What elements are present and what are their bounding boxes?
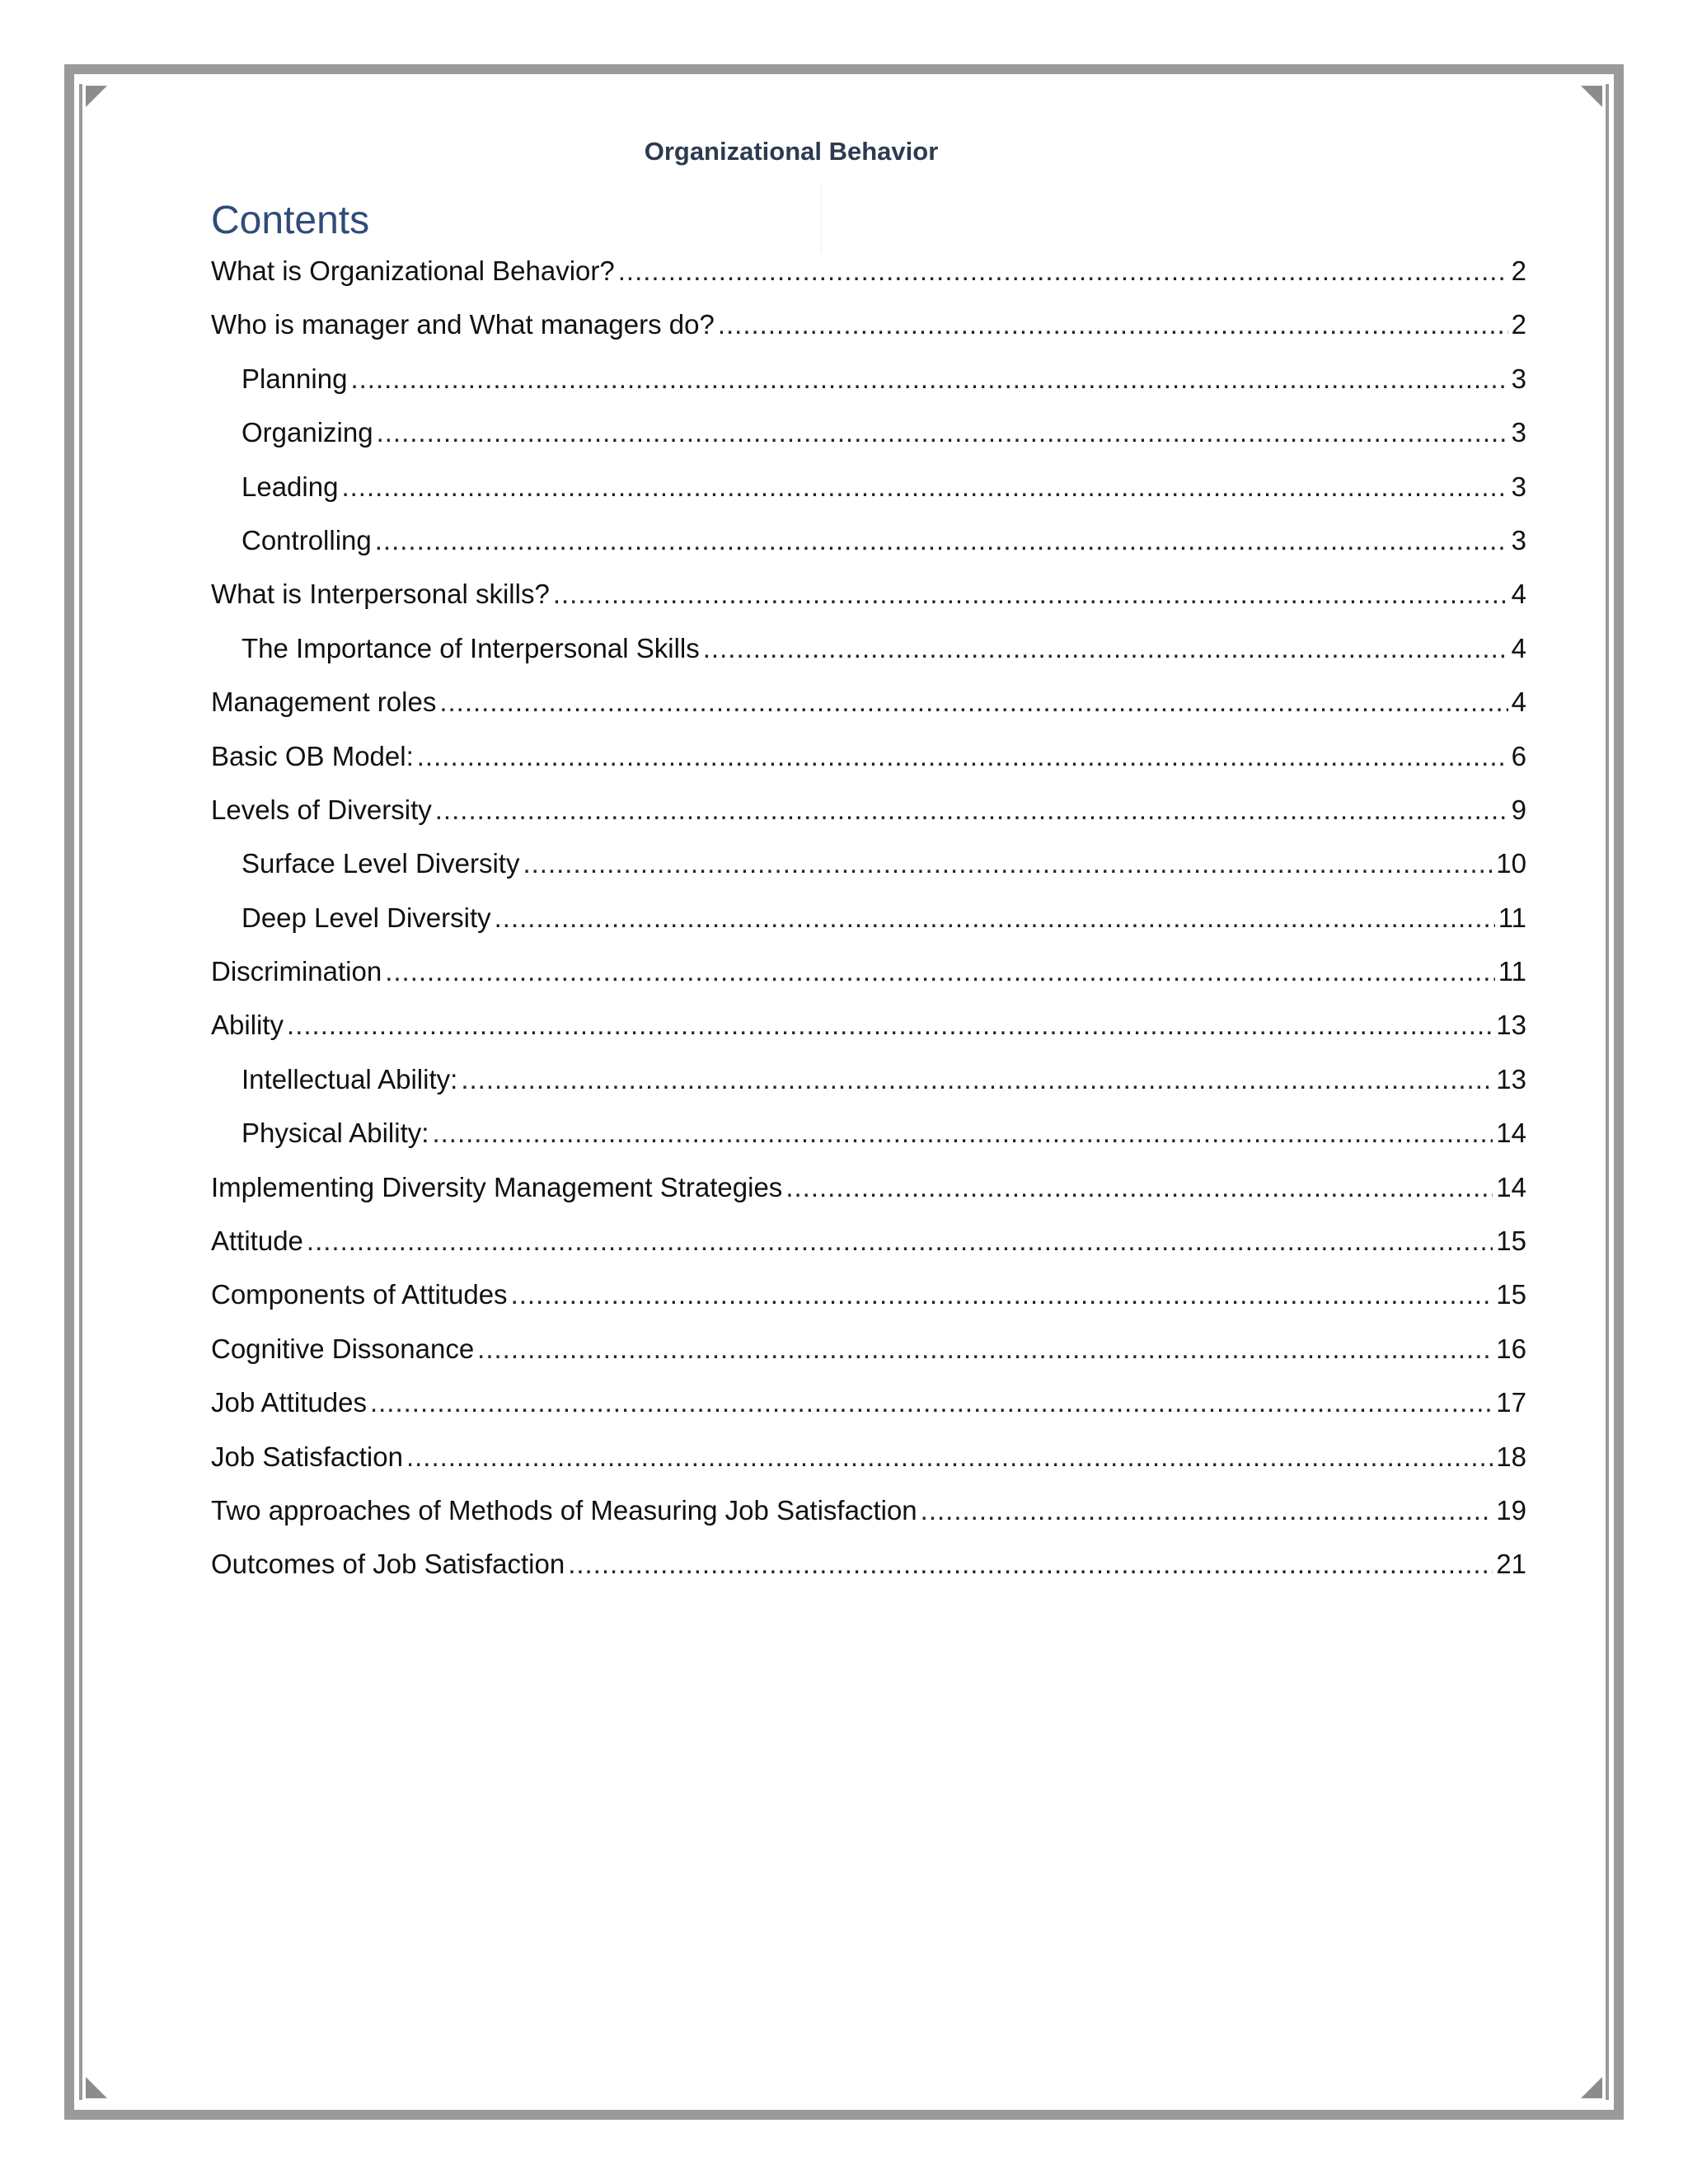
toc-entry-page-number: 15 — [1496, 1279, 1526, 1310]
toc-dot-leader — [350, 363, 1507, 395]
page-border-inner-left — [79, 84, 82, 2100]
toc-entry-label: Cognitive Dissonance — [211, 1333, 475, 1364]
toc-entry-label: Levels of Diversity — [211, 794, 432, 825]
toc-entry-label: Implementing Diversity Management Strategies — [211, 1171, 783, 1202]
toc-dot-leader — [370, 1387, 1493, 1418]
toc-entry-label: Intellectual Ability: — [241, 1063, 458, 1094]
toc-entry-label: Two approaches of Methods of Measuring Job Satisfaction — [211, 1494, 917, 1526]
toc-dot-leader — [921, 1495, 1493, 1526]
toc-entry-label: Planning — [241, 363, 348, 394]
toc-entry[interactable] — [211, 687, 1526, 740]
toc-dot-leader — [432, 1118, 1493, 1149]
toc-dot-leader — [417, 741, 1508, 772]
toc-entry[interactable] — [211, 471, 1526, 525]
toc-entry[interactable] — [211, 848, 1526, 902]
toc-dot-leader — [307, 1226, 1493, 1257]
page-border-right — [1614, 73, 1624, 2111]
toc-dot-leader — [477, 1333, 1493, 1365]
toc-entry-page-number: 10 — [1496, 848, 1526, 879]
toc-entry-label: What is Organizational Behavior? — [211, 255, 615, 286]
toc-entry-label: Ability — [211, 1010, 284, 1041]
toc-entry[interactable] — [211, 741, 1526, 794]
page-border-inner-right — [1606, 84, 1609, 2100]
toc-entry[interactable] — [211, 255, 1526, 309]
toc-entry[interactable] — [211, 1387, 1526, 1441]
corner-triangle-tl-icon — [86, 86, 107, 107]
toc-entry-page-number: 9 — [1511, 794, 1526, 825]
toc-entry-page-number: 13 — [1496, 1063, 1526, 1094]
toc-entry[interactable] — [211, 902, 1526, 956]
toc-entry-page-number: 2 — [1511, 255, 1526, 286]
toc-dot-leader — [618, 255, 1508, 287]
toc-dot-leader — [341, 471, 1507, 503]
contents-heading: Contents — [211, 199, 370, 242]
toc-entry-label: Basic OB Model: — [211, 740, 414, 771]
table-of-contents — [211, 255, 1526, 1603]
corner-triangle-br-icon — [1581, 2077, 1602, 2098]
toc-dot-leader — [439, 687, 1507, 718]
toc-entry[interactable] — [211, 363, 1526, 417]
toc-dot-leader — [375, 525, 1508, 556]
toc-entry-label: Surface Level Diversity — [241, 848, 520, 879]
toc-entry-page-number: 2 — [1511, 309, 1526, 340]
toc-entry[interactable] — [211, 1226, 1526, 1279]
toc-entry-label: Deep Level Diversity — [241, 902, 491, 933]
toc-dot-leader — [495, 902, 1495, 934]
toc-dot-leader — [461, 1064, 1493, 1095]
toc-dot-leader — [377, 417, 1508, 448]
faint-divider — [821, 186, 822, 252]
toc-entry[interactable] — [211, 1279, 1526, 1333]
toc-entry-page-number: 13 — [1496, 1010, 1526, 1041]
corner-triangle-bl-icon — [86, 2077, 107, 2098]
toc-entry[interactable] — [211, 1441, 1526, 1495]
toc-entry-label: Attitude — [211, 1226, 303, 1257]
toc-dot-leader — [553, 579, 1508, 610]
toc-entry-label: The Importance of Interpersonal Skills — [241, 632, 700, 663]
toc-entry-label: Discrimination — [211, 956, 382, 987]
toc-entry-page-number: 17 — [1496, 1387, 1526, 1418]
toc-dot-leader — [385, 956, 1495, 987]
toc-entry-page-number: 15 — [1496, 1226, 1526, 1257]
toc-entry-page-number: 18 — [1496, 1441, 1526, 1472]
toc-entry-label: Outcomes of Job Satisfaction — [211, 1549, 565, 1580]
corner-triangle-tr-icon — [1581, 86, 1602, 107]
toc-entry-page-number: 6 — [1511, 740, 1526, 771]
toc-entry[interactable] — [211, 309, 1526, 363]
toc-entry-page-number: 3 — [1511, 524, 1526, 555]
toc-dot-leader — [785, 1172, 1493, 1203]
toc-dot-leader — [435, 794, 1508, 826]
corner-square-bl-icon — [64, 2110, 74, 2120]
toc-entry[interactable] — [211, 417, 1526, 471]
toc-entry-label: Leading — [241, 471, 339, 502]
toc-dot-leader — [568, 1549, 1493, 1580]
toc-entry[interactable] — [211, 1333, 1526, 1387]
toc-dot-leader — [703, 633, 1508, 664]
corner-square-tl-icon — [64, 64, 74, 74]
toc-entry[interactable] — [211, 956, 1526, 1010]
toc-entry-page-number: 11 — [1498, 956, 1526, 987]
toc-entry[interactable] — [211, 1118, 1526, 1171]
toc-entry-page-number: 4 — [1511, 579, 1526, 610]
toc-entry[interactable] — [211, 579, 1526, 632]
toc-entry[interactable] — [211, 1064, 1526, 1118]
toc-entry-page-number: 16 — [1496, 1333, 1526, 1364]
toc-entry[interactable] — [211, 1010, 1526, 1063]
toc-entry-label: Organizing — [241, 417, 373, 448]
page-border-left — [64, 73, 74, 2111]
toc-entry-page-number: 21 — [1496, 1549, 1526, 1580]
toc-entry[interactable] — [211, 633, 1526, 687]
toc-dot-leader — [523, 848, 1493, 879]
toc-dot-leader — [406, 1441, 1493, 1473]
toc-entry-label: Job Attitudes — [211, 1387, 367, 1418]
toc-entry-label: Physical Ability: — [241, 1118, 429, 1149]
toc-entry-page-number: 4 — [1511, 687, 1526, 718]
toc-dot-leader — [511, 1279, 1493, 1310]
toc-entry-label: Controlling — [241, 524, 372, 555]
toc-entry-page-number: 14 — [1496, 1118, 1526, 1149]
toc-entry-page-number: 3 — [1511, 471, 1526, 502]
page-border-top — [73, 64, 1614, 74]
corner-square-br-icon — [1614, 2110, 1624, 2120]
toc-entry-label: What is Interpersonal skills? — [211, 579, 550, 610]
toc-entry-page-number: 14 — [1496, 1171, 1526, 1202]
toc-entry-page-number: 3 — [1511, 417, 1526, 448]
document-header-title: Organizational Behavior — [644, 137, 939, 166]
corner-square-tr-icon — [1614, 64, 1624, 74]
toc-entry[interactable] — [211, 1172, 1526, 1226]
toc-entry-page-number: 19 — [1496, 1494, 1526, 1526]
toc-dot-leader — [718, 309, 1508, 340]
toc-dot-leader — [287, 1010, 1493, 1041]
page-border-bottom — [73, 2110, 1614, 2120]
toc-entry[interactable] — [211, 1549, 1526, 1602]
toc-entry[interactable] — [211, 1495, 1526, 1549]
toc-entry-label: Job Satisfaction — [211, 1441, 403, 1472]
toc-entry-page-number: 3 — [1511, 363, 1526, 394]
toc-entry-label: Components of Attitudes — [211, 1279, 508, 1310]
toc-entry-label: Who is manager and What managers do? — [211, 309, 715, 340]
toc-entry-page-number: 4 — [1511, 632, 1526, 663]
toc-entry-label: Management roles — [211, 687, 437, 718]
toc-entry[interactable] — [211, 794, 1526, 848]
toc-entry-page-number: 11 — [1498, 902, 1526, 933]
toc-entry[interactable] — [211, 525, 1526, 579]
